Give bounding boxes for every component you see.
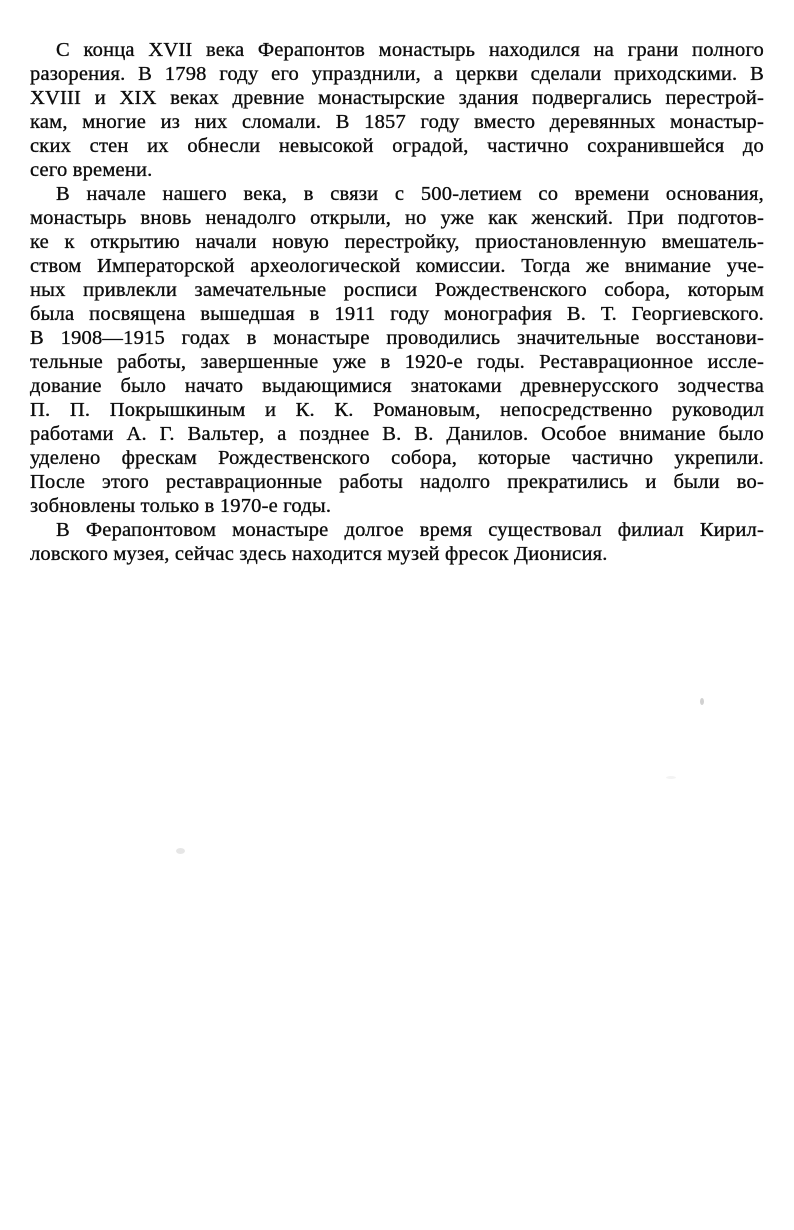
text-line: уделено фрескам Рождественского собора, которые частично укрепили. — [30, 447, 764, 469]
scan-speck — [176, 848, 185, 854]
paragraph-3 — [30, 518, 764, 566]
text-line: В Ферапонтовом монастыре долгое время существовал филиал Кирил- — [56, 519, 764, 541]
text-line: кам, многие из них сломали. В 1857 году вместо деревянных монастыр- — [30, 111, 764, 133]
text-line: сего времени. — [30, 159, 153, 181]
text-line: тельные работы, завершенные уже в 1920-е годы. Реставрационное иссле- — [30, 351, 764, 373]
text-line: зобновлены только в 1970-е годы. — [30, 495, 332, 517]
text-block — [30, 38, 764, 566]
text-line: С конца XVII века Ферапонтов монастырь находился на грани полного — [56, 39, 764, 61]
text-line: В 1908—1915 годах в монастыре проводились значительные восстанови- — [30, 327, 764, 349]
scan-speck — [666, 776, 676, 779]
text-line: была посвящена вышедшая в 1911 году монография В. Т. Георгиевского. — [30, 303, 764, 325]
scan-speck — [700, 698, 704, 705]
text-line: монастырь вновь ненадолго открыли, но уже как женский. При подготов- — [30, 207, 764, 229]
text-line: ных привлекли замечательные росписи Рождественского собора, которым — [30, 279, 764, 301]
paragraph-2 — [30, 182, 764, 518]
text-line: ловского музея, сейчас здесь находится музей фресок Дионисия. — [30, 543, 608, 565]
text-line: ством Императорской археологической комиссии. Тогда же внимание уче- — [30, 255, 764, 277]
text-line: П. П. Покрышкиным и К. К. Романовым, непосредственно руководил — [30, 399, 764, 421]
text-line: работами А. Г. Вальтер, а позднее В. В. Данилов. Особое внимание было — [30, 423, 764, 445]
text-line: дование было начато выдающимися знатоками древнерусского зодчества — [30, 375, 764, 397]
text-line: разорения. В 1798 году его упразднили, а церкви сделали приходскими. В — [30, 63, 764, 85]
paragraph-1 — [30, 38, 764, 182]
text-line: ских стен их обнесли невысокой оградой, частично сохранившейся до — [30, 135, 764, 157]
text-line: XVIII и XIX веках древние монастырские здания подвергались перестрой- — [30, 87, 764, 109]
text-line: После этого реставрационные работы надолго прекратились и были во- — [30, 471, 764, 493]
text-line: В начале нашего века, в связи с 500-летием со времени основания, — [56, 183, 764, 205]
text-line: ке к открытию начали новую перестройку, приостановленную вмешатель- — [30, 231, 764, 253]
